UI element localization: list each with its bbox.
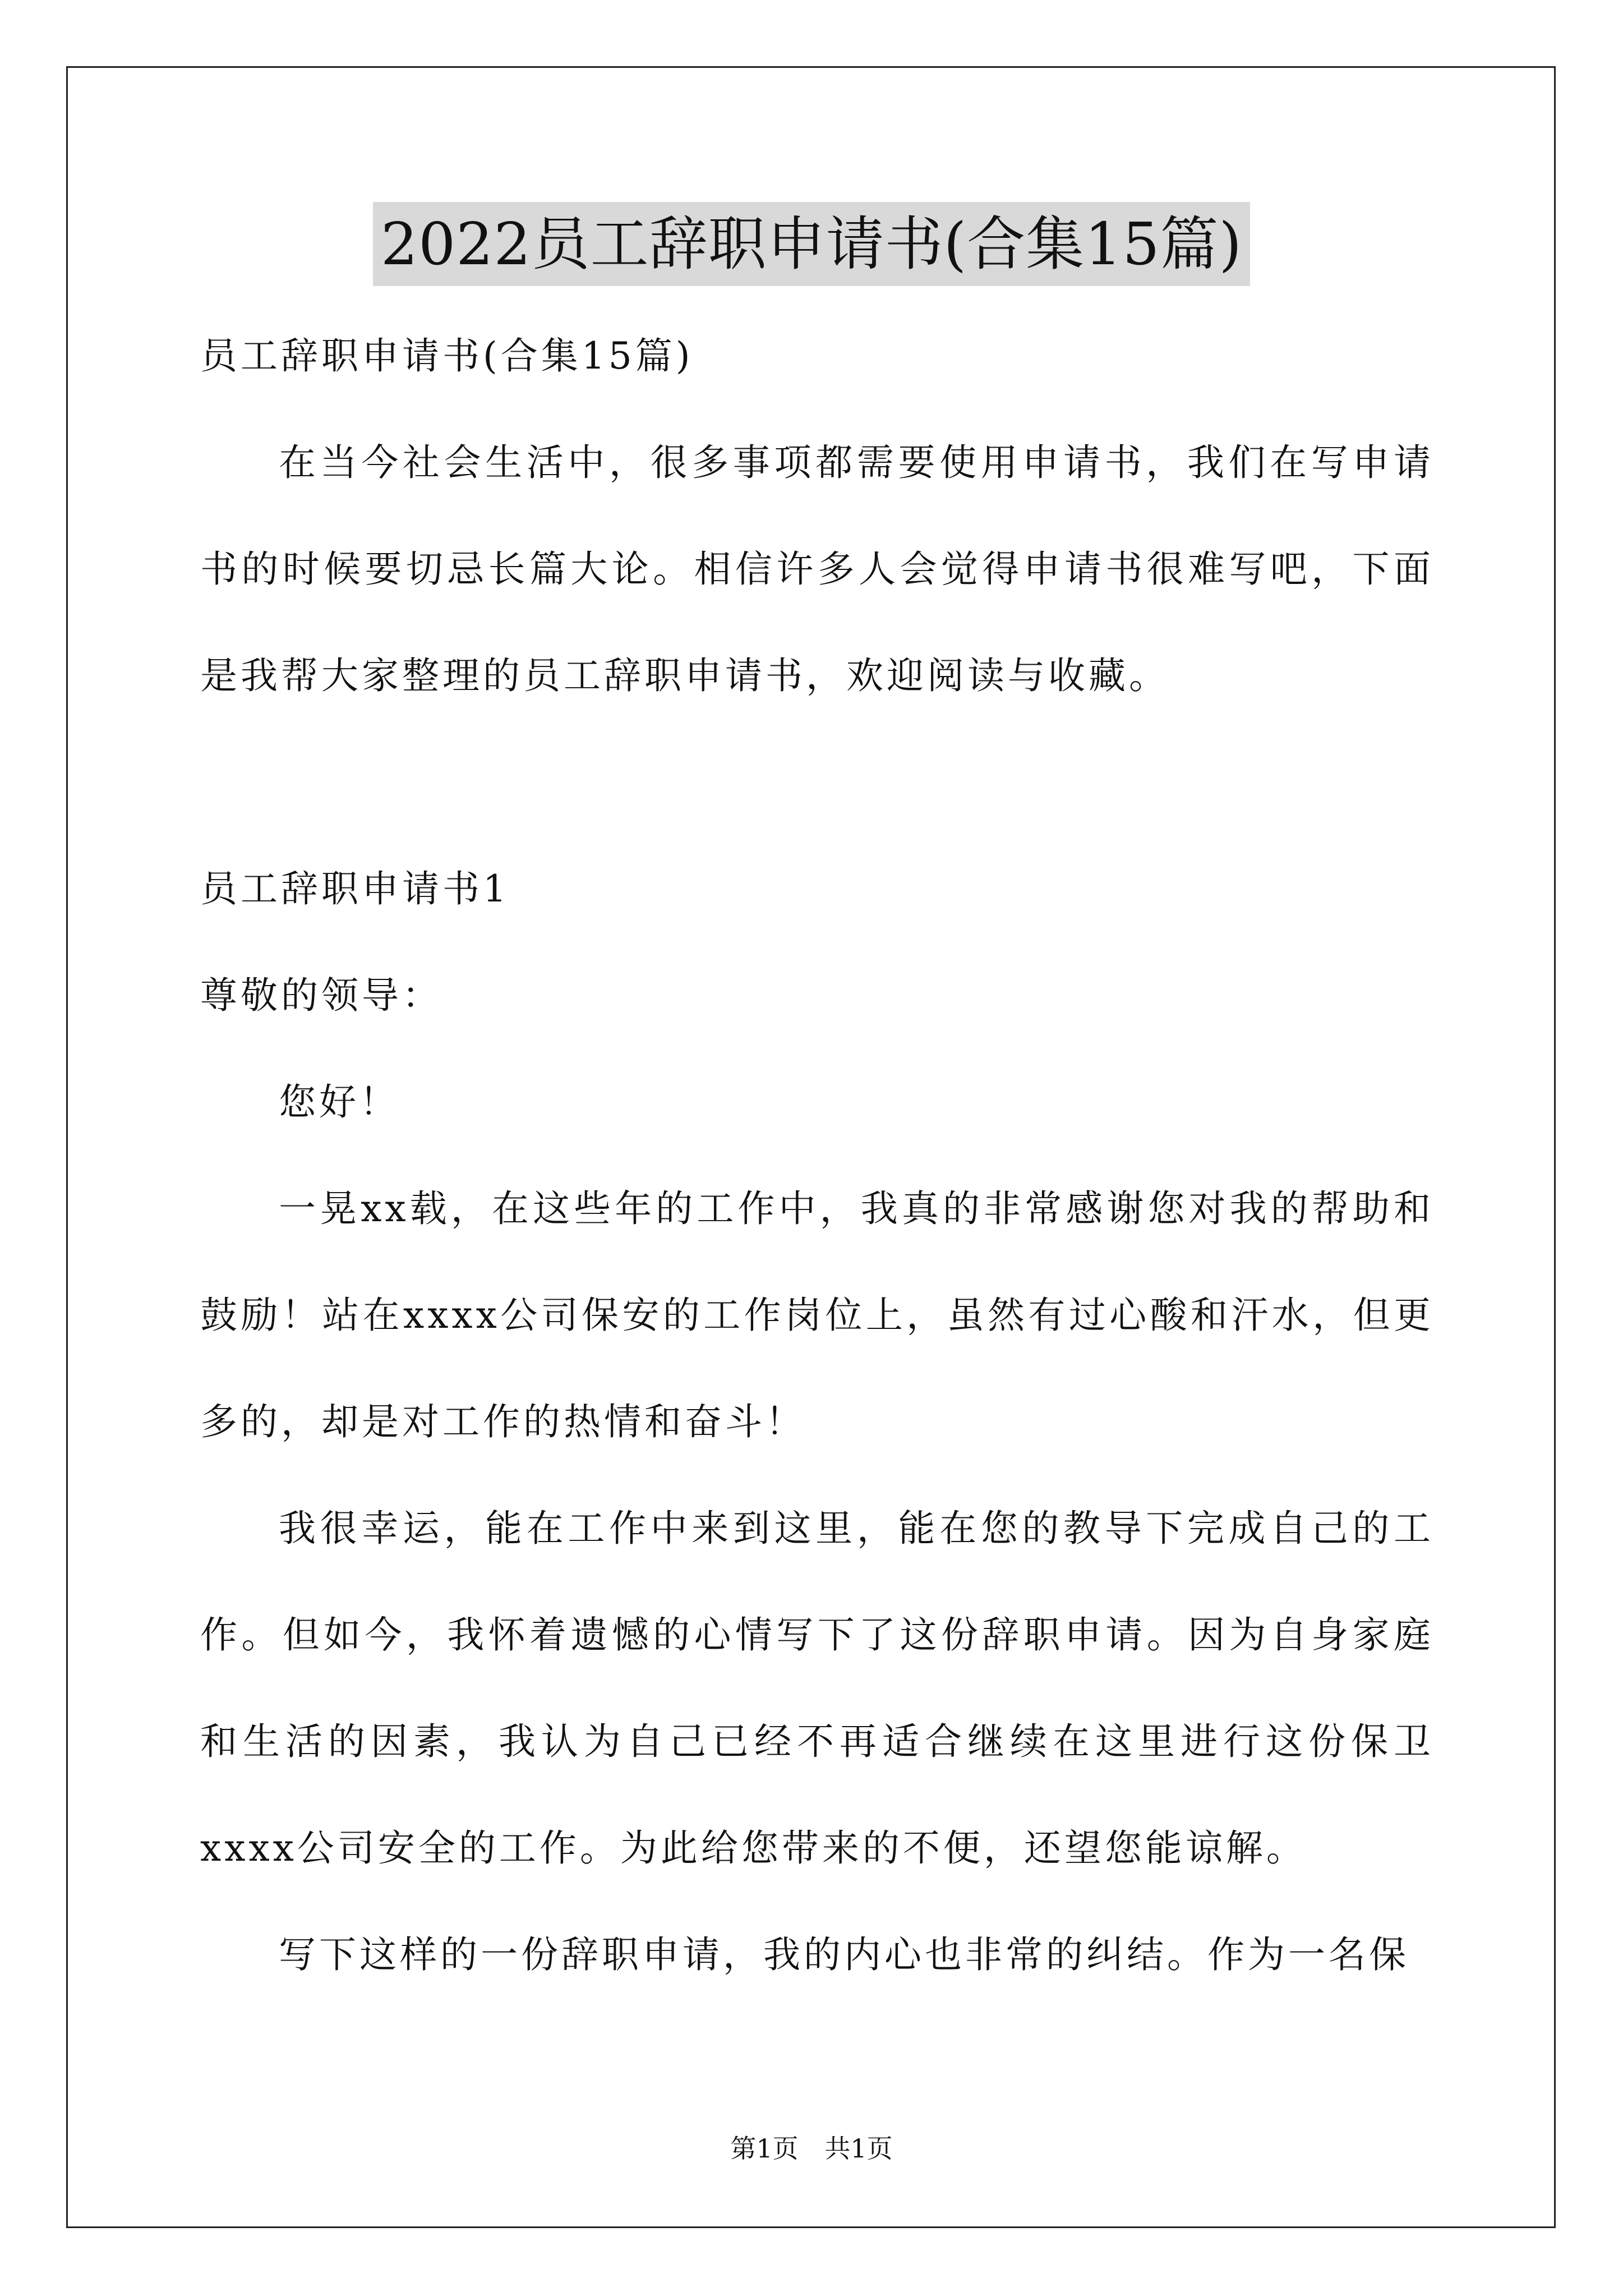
document-subtitle: 员工辞职申请书(合集15篇) bbox=[200, 334, 694, 378]
page-footer bbox=[0, 2132, 1623, 2165]
salutation: 尊敬的领导： bbox=[200, 974, 442, 1017]
section-spacer bbox=[200, 729, 1434, 836]
body-paragraph: 一晃xx载，在这些年的工作中，我真的非常感谢您对我的帮助和鼓励！站在xxxx公司保安的工作岗位上，虽然有过心酸和汗水，但更多的，却是对工作的热情和奋斗！ bbox=[200, 1187, 1434, 1443]
page-number-total: 共1页 bbox=[824, 2133, 893, 2164]
document-title: 2022员工辞职申请书(合集15篇) bbox=[373, 202, 1250, 286]
body-paragraph: 我很幸运，能在工作中来到这里，能在您的教导下完成自己的工作。但如今，我怀着遗憾的心情写下了这份辞职申请。因为自身家庭和生活的因素，我认为自己已经不再适合继续在这里进行这份保卫xxxx公司安全的工作。为此给您带来的不便，还望您能谅解。 bbox=[200, 1507, 1434, 1870]
intro-paragraph: 在当今社会生活中，很多事项都需要使用申请书，我们在写申请书的时候要切忌长篇大论。相信许多人会觉得申请书很难写吧，下面是我帮大家整理的员工辞职申请书，欢迎阅读与收藏。 bbox=[200, 441, 1434, 697]
title-container bbox=[0, 202, 1623, 286]
page-number-current: 第1页 bbox=[730, 2133, 799, 2164]
document-body bbox=[200, 303, 1434, 2008]
greeting: 您好！ bbox=[279, 1080, 400, 1124]
body-paragraph: 写下这样的一份辞职申请，我的内心也非常的纠结。作为一名保 bbox=[279, 1933, 1409, 1976]
section-heading: 员工辞职申请书1 bbox=[200, 867, 510, 910]
